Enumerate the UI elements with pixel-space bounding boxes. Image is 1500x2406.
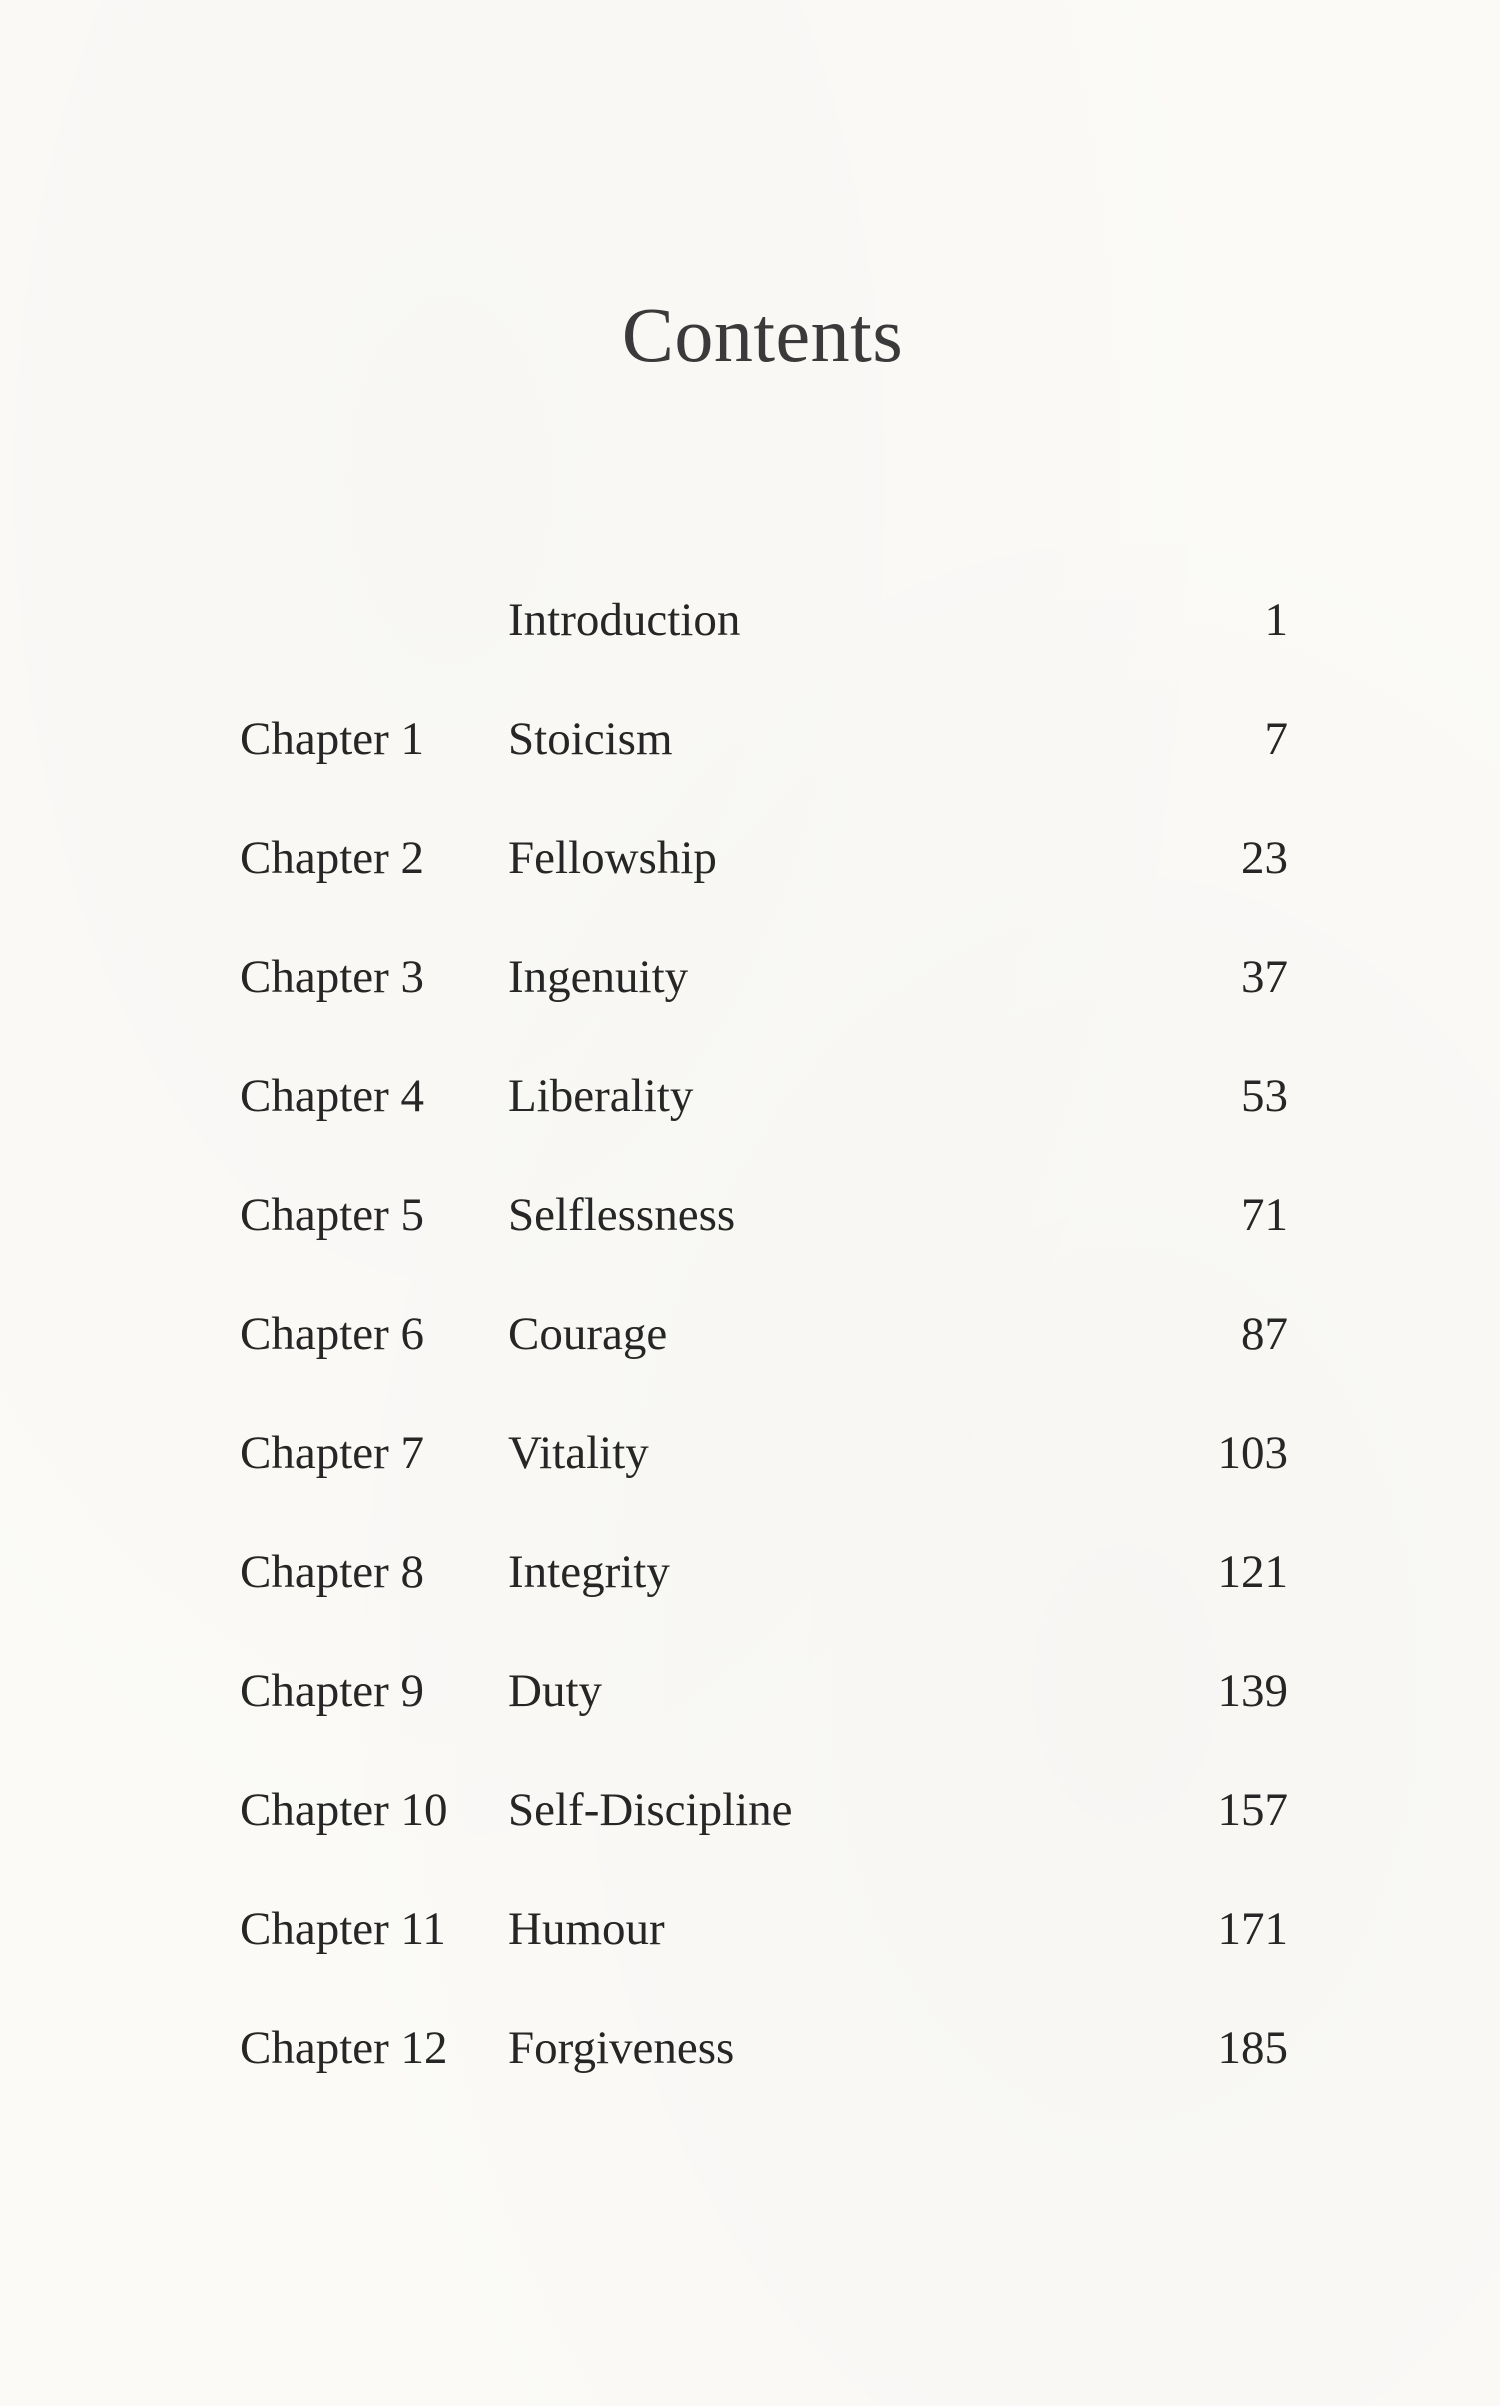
chapter-title: Vitality bbox=[508, 1427, 649, 1479]
chapter-title: Courage bbox=[508, 1308, 668, 1360]
chapter-title: Humour bbox=[508, 1903, 665, 1955]
chapter-title: Self-Discipline bbox=[508, 1784, 793, 1836]
chapter-title: Fellowship bbox=[508, 832, 717, 884]
chapter-label: Chapter 9 bbox=[240, 1665, 425, 1717]
chapter-label: Chapter 12 bbox=[240, 2022, 448, 2074]
toc-entry-introduction bbox=[0, 580, 1500, 660]
page-number: 37 bbox=[1241, 951, 1288, 1003]
toc-entry-chapter-1 bbox=[0, 699, 1500, 779]
page-number: 139 bbox=[1217, 1665, 1288, 1717]
page-number: 171 bbox=[1217, 1903, 1288, 1955]
chapter-label: Chapter 11 bbox=[240, 1903, 446, 1955]
chapter-title: Forgiveness bbox=[508, 2022, 735, 2074]
page-number: 23 bbox=[1241, 832, 1288, 884]
chapter-label: Chapter 6 bbox=[240, 1308, 425, 1360]
page-number: 157 bbox=[1217, 1784, 1288, 1836]
chapter-title: Selflessness bbox=[508, 1189, 736, 1241]
chapter-label: Chapter 7 bbox=[240, 1427, 425, 1479]
chapter-label: Chapter 4 bbox=[240, 1070, 425, 1122]
page-number: 121 bbox=[1217, 1546, 1288, 1598]
page-number: 87 bbox=[1241, 1308, 1288, 1360]
page-number: 1 bbox=[1264, 594, 1288, 646]
chapter-label: Chapter 2 bbox=[240, 832, 425, 884]
chapter-title: Stoicism bbox=[508, 713, 673, 765]
toc-entry-chapter-12 bbox=[0, 2008, 1500, 2088]
toc-entry-chapter-4 bbox=[0, 1056, 1500, 1136]
page-number: 185 bbox=[1217, 2022, 1288, 2074]
chapter-title: Integrity bbox=[508, 1546, 670, 1598]
toc-entry-chapter-9 bbox=[0, 1651, 1500, 1731]
chapter-title: Duty bbox=[508, 1665, 602, 1717]
page-number: 71 bbox=[1241, 1189, 1288, 1241]
toc-entry-chapter-10 bbox=[0, 1770, 1500, 1850]
toc-entry-chapter-11 bbox=[0, 1889, 1500, 1969]
chapter-label: Chapter 1 bbox=[240, 713, 425, 765]
chapter-label: Chapter 5 bbox=[240, 1189, 425, 1241]
toc-entry-chapter-6 bbox=[0, 1294, 1500, 1374]
page-number: 53 bbox=[1241, 1070, 1288, 1122]
chapter-label: Chapter 8 bbox=[240, 1546, 425, 1598]
page-title: Contents bbox=[621, 291, 904, 378]
chapter-label: Chapter 3 bbox=[240, 951, 425, 1003]
chapter-label: Chapter 10 bbox=[240, 1784, 448, 1836]
chapter-title: Ingenuity bbox=[508, 951, 689, 1003]
page-number: 7 bbox=[1264, 713, 1288, 765]
toc-entry-chapter-2 bbox=[0, 818, 1500, 898]
toc-entry-chapter-5 bbox=[0, 1175, 1500, 1255]
toc-entry-chapter-3 bbox=[0, 937, 1500, 1017]
chapter-title: Liberality bbox=[508, 1070, 694, 1122]
page-number: 103 bbox=[1217, 1427, 1288, 1479]
chapter-title: Introduction bbox=[508, 594, 741, 646]
toc-entry-chapter-8 bbox=[0, 1532, 1500, 1612]
toc-entry-chapter-7 bbox=[0, 1413, 1500, 1493]
